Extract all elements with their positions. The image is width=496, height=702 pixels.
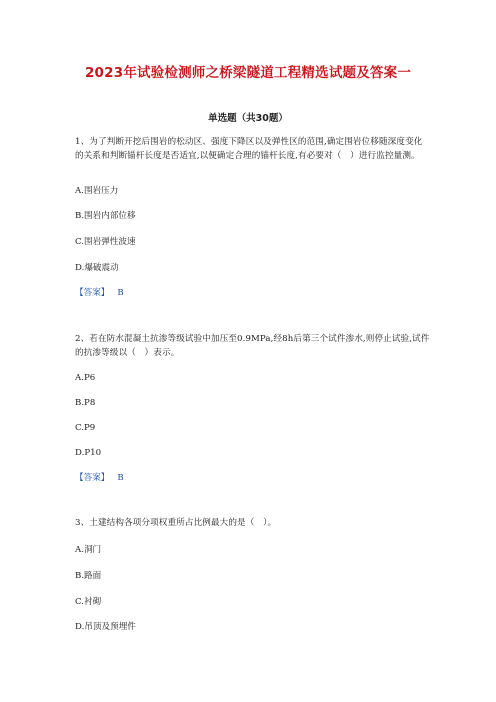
question-3-option-d: D.吊顶及预埋件 xyxy=(75,622,136,632)
question-2-option-a: A.P6 xyxy=(75,373,96,383)
question-1-option-c: C.围岩弹性波速 xyxy=(75,237,136,247)
question-2-option-d: D.P10 xyxy=(75,448,102,458)
question-1-option-d: D.爆破震动 xyxy=(75,263,119,273)
question-2-stem: 2、若在防水混凝土抗渗等级试验中加压至0.9MPa,经8h后第三个试件渗水,则停止试验,试件的抗渗等级以（ ）表示。 xyxy=(75,334,430,358)
answer-label: 【答案】 xyxy=(75,473,110,483)
question-3-option-a: A.洞门 xyxy=(75,545,102,555)
question-3-stem: 3、土建结构各项分项权重所占比例最大的是（ ）。 xyxy=(75,518,277,528)
answer-value: B xyxy=(117,288,124,298)
answer-value: B xyxy=(117,473,124,483)
question-3-option-c: C.衬砌 xyxy=(75,597,102,607)
answer-label: 【答案】 xyxy=(75,288,110,298)
question-2-option-c: C.P9 xyxy=(75,423,96,433)
document-title: 2023年试验检测师之桥梁隧道工程精选试题及答案一 xyxy=(84,65,412,81)
question-2-answer xyxy=(75,472,124,484)
question-3-option-b: B.路面 xyxy=(75,571,102,581)
question-1-answer xyxy=(75,287,124,299)
question-1-stem: 1、为了判断开挖后围岩的松动区、强度下降区以及弹性区的范围,确定围岩位移随深度变化的关系和判断锚杆长度是否适宜,以便确定合理的锚杆长度,有必要对（ ）进行监控量测。 xyxy=(75,137,423,161)
question-2-option-b: B.P8 xyxy=(75,398,96,408)
question-1-option-a: A.围岩压力 xyxy=(75,186,119,196)
section-title: 单选题（共30题） xyxy=(208,113,288,124)
question-1-option-b: B.围岩内部位移 xyxy=(75,211,136,221)
